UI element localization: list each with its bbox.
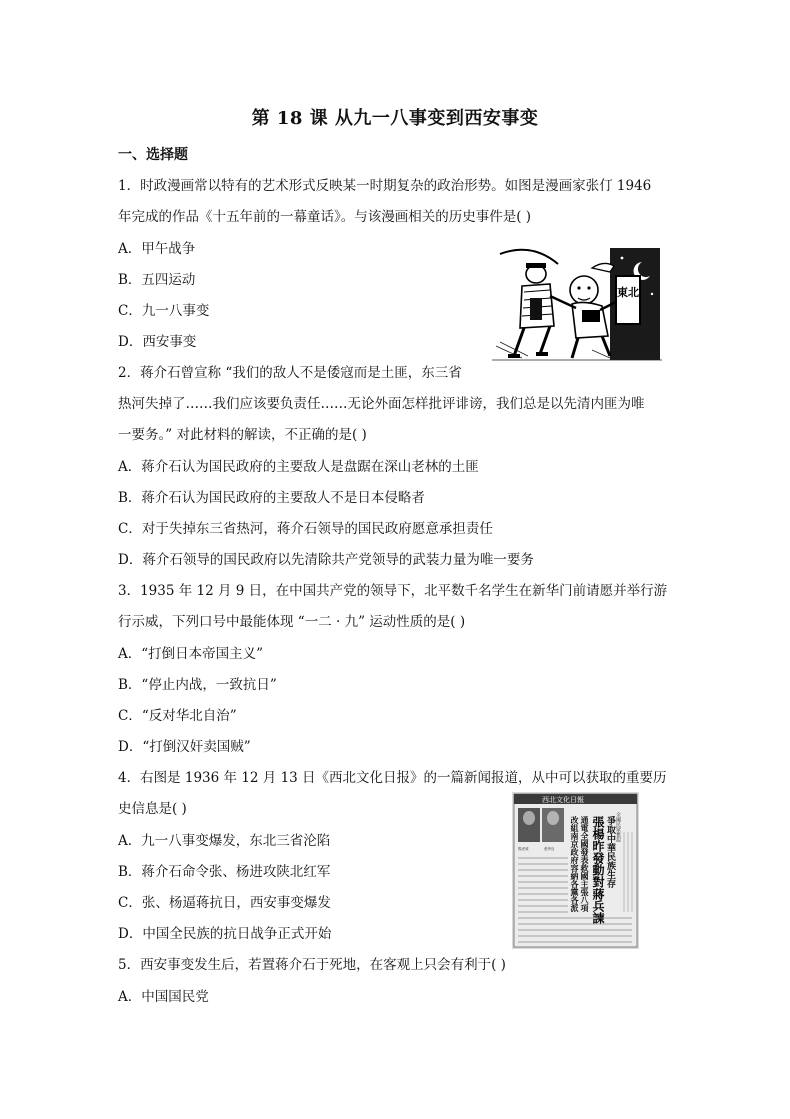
cartoon-figure [492, 246, 662, 364]
newspaper-kicker: 全國民眾奮起 [615, 812, 621, 842]
question-2-option-b: B．蒋介石认为国民政府的主要敌人不是日本侵略者 [118, 490, 425, 506]
question-2-option-d: D．蒋介石领导的国民政府以先清除共产党领导的武装力量为唯一要务 [118, 552, 534, 568]
newspaper-headline-sub2: 改組南京政府容納各黨各派 [570, 816, 580, 912]
question-3-option-c: C．“反对华北自治” [118, 708, 237, 724]
question-1-stem-line-2: 年完成的作品《十五年前的一幕童话》。与该漫画相关的历史事件是( ) [118, 209, 532, 225]
question-2-stem-line-3: 一要务。” 对此材料的解读，不正确的是( ) [118, 427, 367, 443]
question-5-stem-line-1: 5．西安事变发生后，若置蒋介石于死地，在客观上只会有利于( ) [118, 957, 506, 973]
question-3-stem-line-1: 3．1935 年 12 月 9 日，在中国共产党的领导下，北平数千名学生在新华门前请愿并举行游 [118, 583, 668, 599]
svg-text:楊虎城: 楊虎城 [518, 847, 529, 851]
question-2-stem-line-1: 2．蒋介石曾宣称 “我们的敌人不是倭寇而是土匪，东三省 [118, 365, 462, 381]
question-5-option-a: A．中国国民党 [118, 989, 209, 1005]
svg-text:張學良: 張學良 [544, 847, 555, 851]
newspaper-headline-sub: 通電全國發表救國主張八項 [580, 816, 590, 912]
newspaper-headline-right: 爭取中華民族生存 [605, 816, 615, 888]
newspaper-masthead: 西北文化日報 [542, 796, 584, 804]
question-2-option-c: C．对于失掉东三省热河，蒋介石领导的国民政府愿意承担责任 [118, 521, 493, 537]
newspaper-headline-main: 張楊昨發動對蔣兵諫 [591, 816, 605, 924]
question-4-stem-line-1: 4．右图是 1936 年 12 月 13 日《西北文化日报》的一篇新闻报道，从中可以获取的重要历 [118, 770, 667, 786]
question-2-option-a: A．蒋介石认为国民政府的主要敌人是盘踞在深山老林的土匪 [118, 459, 479, 475]
question-3-stem-line-2: 行示威，下列口号中最能体现 “一二 · 九” 运动性质的是( ) [118, 614, 466, 630]
section-heading: 一、选择题 [118, 147, 188, 163]
question-3-option-d: D．“打倒汉奸卖国贼” [118, 739, 251, 755]
question-3-option-b: B．“停止内战，一致抗日” [118, 677, 277, 693]
question-3-option-a: A．“打倒日本帝国主义” [118, 646, 264, 662]
question-4-option-c: C．张、杨逼蒋抗日，西安事变爆发 [118, 895, 331, 911]
question-1-option-b: B．五四运动 [118, 272, 196, 288]
page-title: 第 18 课 从九一八事变到西安事变 [251, 108, 539, 129]
sign-text-1: 東北 [617, 286, 639, 299]
question-4-option-d: D．中国全民族的抗日战争正式开始 [118, 926, 332, 942]
newspaper-figure [512, 792, 639, 949]
question-4-option-a: A．九一八事变爆发，东北三省沦陷 [118, 833, 331, 849]
question-1-option-d: D．西安事变 [118, 334, 197, 350]
question-4-stem-line-2: 史信息是( ) [118, 801, 187, 817]
question-1-option-c: C．九一八事变 [118, 303, 210, 319]
question-1-option-a: A．甲午战争 [118, 241, 196, 257]
question-4-option-b: B．蒋介石命令张、杨进攻陕北红军 [118, 864, 331, 880]
question-2-stem-line-2: 热河失掉了……我们应该要负责任……无论外面怎样批评诽谤，我们总是以先清内匪为唯 [118, 396, 645, 412]
question-1-stem-line-1: 1．时政漫画常以特有的艺术形式反映某一时期复杂的政治形势。如图是漫画家张仃 1946 [118, 178, 652, 194]
